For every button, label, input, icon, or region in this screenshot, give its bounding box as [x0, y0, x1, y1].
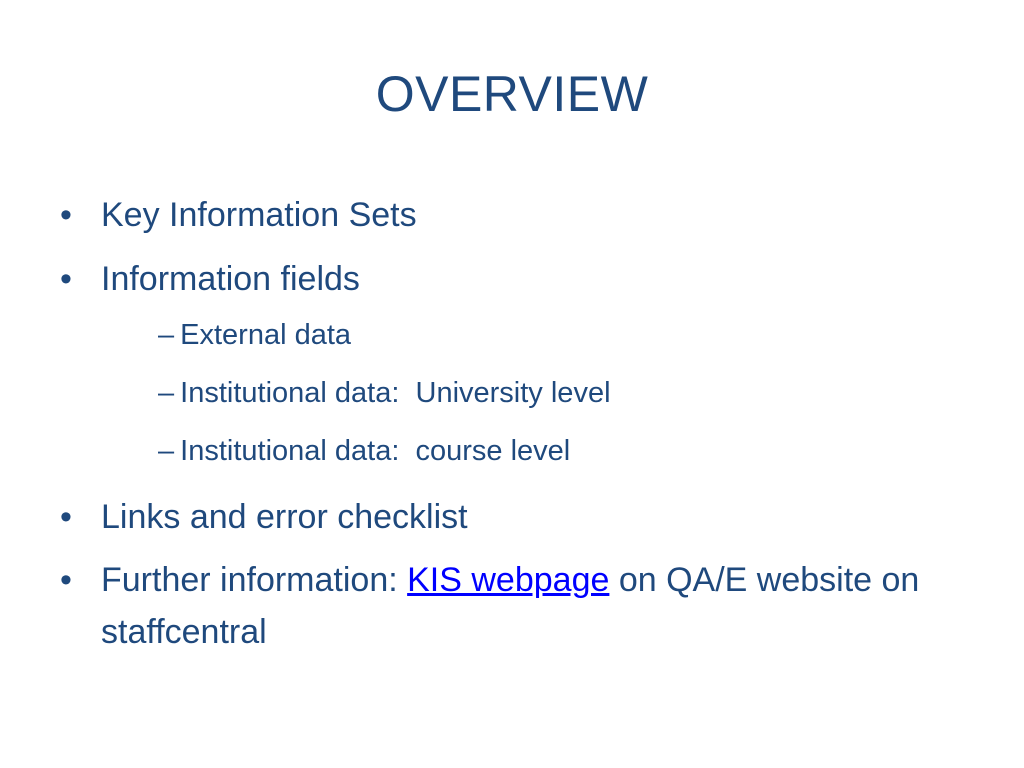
- sub-item-text: Institutional data: course level: [180, 435, 571, 467]
- sub-item-external-data: [101, 306, 960, 364]
- list-item-text: Links and error checklist: [101, 498, 468, 536]
- slide-title: OVERVIEW: [375, 66, 649, 122]
- list-item-further-information: [60, 554, 960, 658]
- bullet-icon: •: [60, 561, 72, 599]
- sub-item-text: External data: [180, 319, 352, 351]
- dash-icon: –: [158, 377, 175, 409]
- sub-list: [101, 306, 960, 480]
- list-item-links-error-checklist: [60, 490, 960, 544]
- kis-webpage-link[interactable]: KIS webpage: [407, 561, 610, 599]
- list-item-text: Key Information Sets: [101, 196, 417, 234]
- list-item-suffix: on QA/E website on staffcentral: [101, 561, 929, 651]
- sub-item-institutional-university: [101, 364, 960, 422]
- dash-icon: –: [158, 319, 175, 351]
- bullet-icon: •: [60, 196, 72, 234]
- sub-item-institutional-course: [101, 422, 960, 480]
- bullet-list: [60, 188, 960, 668]
- bullet-icon: •: [60, 498, 72, 536]
- sub-item-text: Institutional data: University level: [180, 377, 611, 409]
- list-item-information-fields: [60, 252, 960, 480]
- list-item-prefix: Further information:: [101, 561, 408, 599]
- bullet-icon: •: [60, 260, 72, 298]
- dash-icon: –: [158, 435, 175, 467]
- list-item-key-information-sets: [60, 188, 960, 242]
- list-item-text: Information fields: [101, 260, 360, 298]
